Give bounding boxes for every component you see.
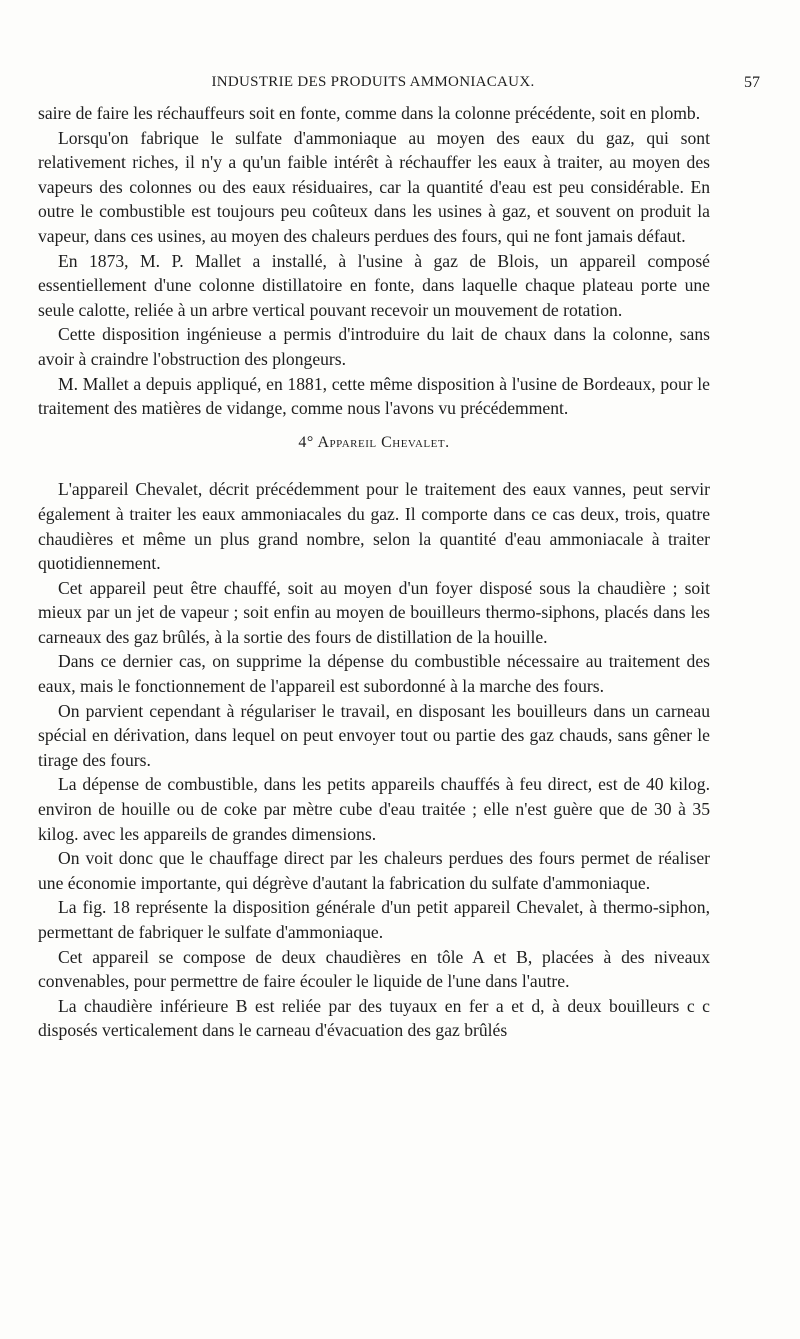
paragraph: Cet appareil se compose de deux chaudières en tôle A et B, placées à des niveaux convenables, pour permettre de faire écouler le liquide de l'une dans l'autre.	[38, 946, 710, 992]
paragraph: On parvient cependant à régulariser le travail, en disposant les bouilleurs dans un carneau spécial en dérivation, dans lequel on peut envoyer tout ou partie des gaz chauds, sans gêner le tirage des fours.	[38, 700, 710, 770]
section-heading: 4° Appareil Chevalet.	[298, 433, 450, 451]
paragraph: La dépense de combustible, dans les petits appareils chauffés à feu direct, est de 40 kilog. environ de houille ou de coke par mètre cube d'eau traitée ; elle n'est guère que de 30 à 35 kilog. avec les appareils de grandes dimensions.	[38, 774, 710, 844]
paragraph: Cette disposition ingénieuse a permis d'introduire du lait de chaux dans la colonne, sans avoir à craindre l'obstruction des plongeurs.	[38, 324, 710, 369]
paragraph: M. Mallet a depuis appliqué, en 1881, cette même disposition à l'usine de Bordeaux, pour le traitement des matières de vidange, comme nous l'avons vu précédemment.	[38, 373, 710, 419]
running-title: INDUSTRIE DES PRODUITS AMMONIACAUX.	[211, 74, 535, 90]
page-number: 57	[744, 74, 760, 91]
paragraph: Dans ce dernier cas, on supprime la dépense du combustible nécessaire au traitement des eaux, mais le fonctionnement de l'appareil est subordonné à la marche des fours.	[38, 651, 710, 697]
running-head	[38, 74, 760, 96]
paragraph: L'appareil Chevalet, décrit précédemment pour le traitement des eaux vannes, peut servir également à traiter les eaux ammoniacales du gaz. Il comporte dans ce cas deux, trois, quatre chaudières et même un plus grand nombre, selon la quantité d'eau ammoniacale à traiter quotidiennement.	[38, 479, 710, 574]
paragraph: On voit donc que le chauffage direct par les chaleurs perdues des fours permet de réaliser une économie importante, qui dégrève d'autant la fabrication du sulfate d'ammoniaque.	[38, 848, 710, 893]
body-text	[38, 101, 710, 1043]
paragraph: En 1873, M. P. Mallet a installé, à l'usine à gaz de Blois, un appareil composé essentiellement d'une colonne distillatoire en fonte, dans laquelle chaque plateau porte une seule calotte, reliée à un arbre vertical pouvant recevoir un mouvement de rotation.	[38, 250, 710, 320]
paragraph: La fig. 18 représente la disposition générale d'un petit appareil Chevalet, à thermo-siphon, permettant de fabriquer le sulfate d'ammoniaque.	[38, 897, 710, 942]
paragraph: Lorsqu'on fabrique le sulfate d'ammoniaque au moyen des eaux du gaz, qui sont relativement riches, il n'y a qu'un faible intérêt à réchauffer les eaux à traiter, au moyen des vapeurs des colonnes ou des eaux résiduaires, car la quantité d'eau est peu considérable. En outre le combustible est toujours peu coûteux dans les usines à gaz, et souvent on produit la vapeur, dans ces usines, au moyen des chaleurs perdues des fours, qui ne font jamais défaut.	[38, 127, 710, 246]
paragraph: La chaudière inférieure B est reliée par des tuyaux en fer a et d, à deux bouilleurs c c disposés verticalement dans le carneau d'évacuation des gaz brûlés	[38, 995, 710, 1041]
paragraph: saire de faire les réchauffeurs soit en fonte, comme dans la colonne précédente, soit en plomb.	[38, 103, 701, 123]
paragraph: Cet appareil peut être chauffé, soit au moyen d'un foyer disposé sous la chaudière ; soit mieux par un jet de vapeur ; soit enfin au moyen de bouilleurs thermo-siphons, placés dans les carneaux des gaz brûlés, à la sortie des fours de distillation de la houille.	[38, 577, 710, 647]
